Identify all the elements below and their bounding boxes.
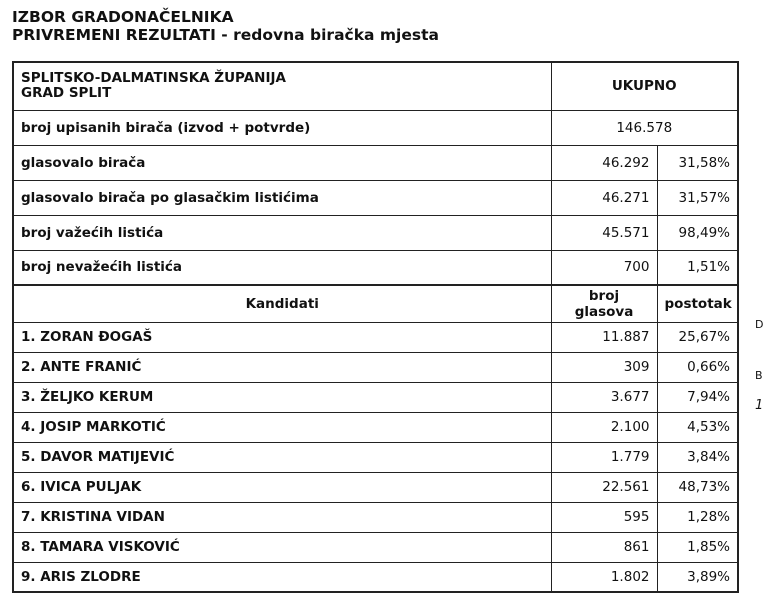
- stat-row-registered: [13, 110, 738, 145]
- candidate-name: 6. IVICA PULJAK: [13, 472, 551, 502]
- stat-value: 46.292: [551, 145, 657, 180]
- candidate-votes: 595: [551, 502, 657, 532]
- side-text-fragment: 1: [755, 398, 764, 413]
- candidate-name: 3. ŽELJKO KERUM: [13, 382, 551, 412]
- candidate-votes: 2.100: [551, 412, 657, 442]
- county-label: SPLITSKO-DALMATINSKA ŽUPANIJA: [21, 70, 286, 87]
- stat-label: broj upisanih birača (izvod + potvrde): [13, 110, 551, 145]
- stat-percent: 98,49%: [657, 215, 738, 250]
- stat-label: glasovalo birača: [13, 145, 551, 180]
- stat-row-voted: [13, 145, 738, 180]
- candidate-votes: 309: [551, 352, 657, 382]
- candidates-header-name: Kandidati: [13, 285, 551, 322]
- candidate-row: [13, 472, 738, 502]
- candidate-name: 2. ANTE FRANIĆ: [13, 352, 551, 382]
- stat-row-valid: [13, 215, 738, 250]
- candidate-percent: 1,85%: [657, 532, 738, 562]
- candidate-percent: 4,53%: [657, 412, 738, 442]
- candidate-row: [13, 352, 738, 382]
- candidate-percent: 1,28%: [657, 502, 738, 532]
- candidate-name: 7. KRISTINA VIDAN: [13, 502, 551, 532]
- candidate-votes: 1.802: [551, 562, 657, 592]
- candidate-votes: 3.677: [551, 382, 657, 412]
- candidate-name: 1. ZORAN ĐOGAŠ: [13, 322, 551, 352]
- candidate-row: [13, 442, 738, 472]
- candidate-percent: 3,84%: [657, 442, 738, 472]
- candidate-percent: 7,94%: [657, 382, 738, 412]
- total-header: UKUPNO: [551, 62, 738, 110]
- candidate-row: [13, 322, 738, 352]
- candidate-votes: 22.561: [551, 472, 657, 502]
- candidate-row: [13, 532, 738, 562]
- stat-row-invalid: [13, 250, 738, 285]
- candidate-row: [13, 382, 738, 412]
- stat-percent: 31,57%: [657, 180, 738, 215]
- page-title: IZBOR GRADONAČELNIKA: [12, 8, 234, 26]
- candidate-votes: 11.887: [551, 322, 657, 352]
- side-text-fragment: B: [755, 369, 763, 382]
- candidate-name: 4. JOSIP MARKOTIĆ: [13, 412, 551, 442]
- page-subtitle: PRIVREMENI REZULTATI - redovna biračka mjesta: [12, 26, 439, 44]
- candidate-name: 9. ARIS ZLODRE: [13, 562, 551, 592]
- candidate-row: [13, 562, 738, 592]
- candidates-header-percent: postotak: [657, 285, 738, 322]
- side-text-fragment: D: [755, 318, 764, 331]
- candidate-row: [13, 412, 738, 442]
- stat-label: broj nevažećih listića: [13, 250, 551, 285]
- candidate-name: 5. DAVOR MATIJEVIĆ: [13, 442, 551, 472]
- stat-value: 45.571: [551, 215, 657, 250]
- candidate-percent: 48,73%: [657, 472, 738, 502]
- results-table: [12, 61, 739, 593]
- stat-row-voted-ballots: [13, 180, 738, 215]
- region-header-row: [13, 62, 738, 110]
- candidate-percent: 0,66%: [657, 352, 738, 382]
- stat-percent: 31,58%: [657, 145, 738, 180]
- candidate-votes: 1.779: [551, 442, 657, 472]
- stat-label: broj važećih listića: [13, 215, 551, 250]
- stat-value: 700: [551, 250, 657, 285]
- stat-value: 146.578: [551, 110, 738, 145]
- candidate-votes: 861: [551, 532, 657, 562]
- stat-value: 46.271: [551, 180, 657, 215]
- candidates-header-votes: broj glasova: [551, 285, 657, 322]
- region-cell: [13, 62, 551, 110]
- page-header: [12, 8, 439, 44]
- stat-percent: 1,51%: [657, 250, 738, 285]
- candidate-row: [13, 502, 738, 532]
- city-label: GRAD SPLIT: [21, 85, 112, 102]
- candidates-header-row: [13, 285, 738, 322]
- stat-label: glasovalo birača po glasačkim listićima: [13, 180, 551, 215]
- candidate-name: 8. TAMARA VISKOVIĆ: [13, 532, 551, 562]
- candidate-percent: 25,67%: [657, 322, 738, 352]
- candidate-percent: 3,89%: [657, 562, 738, 592]
